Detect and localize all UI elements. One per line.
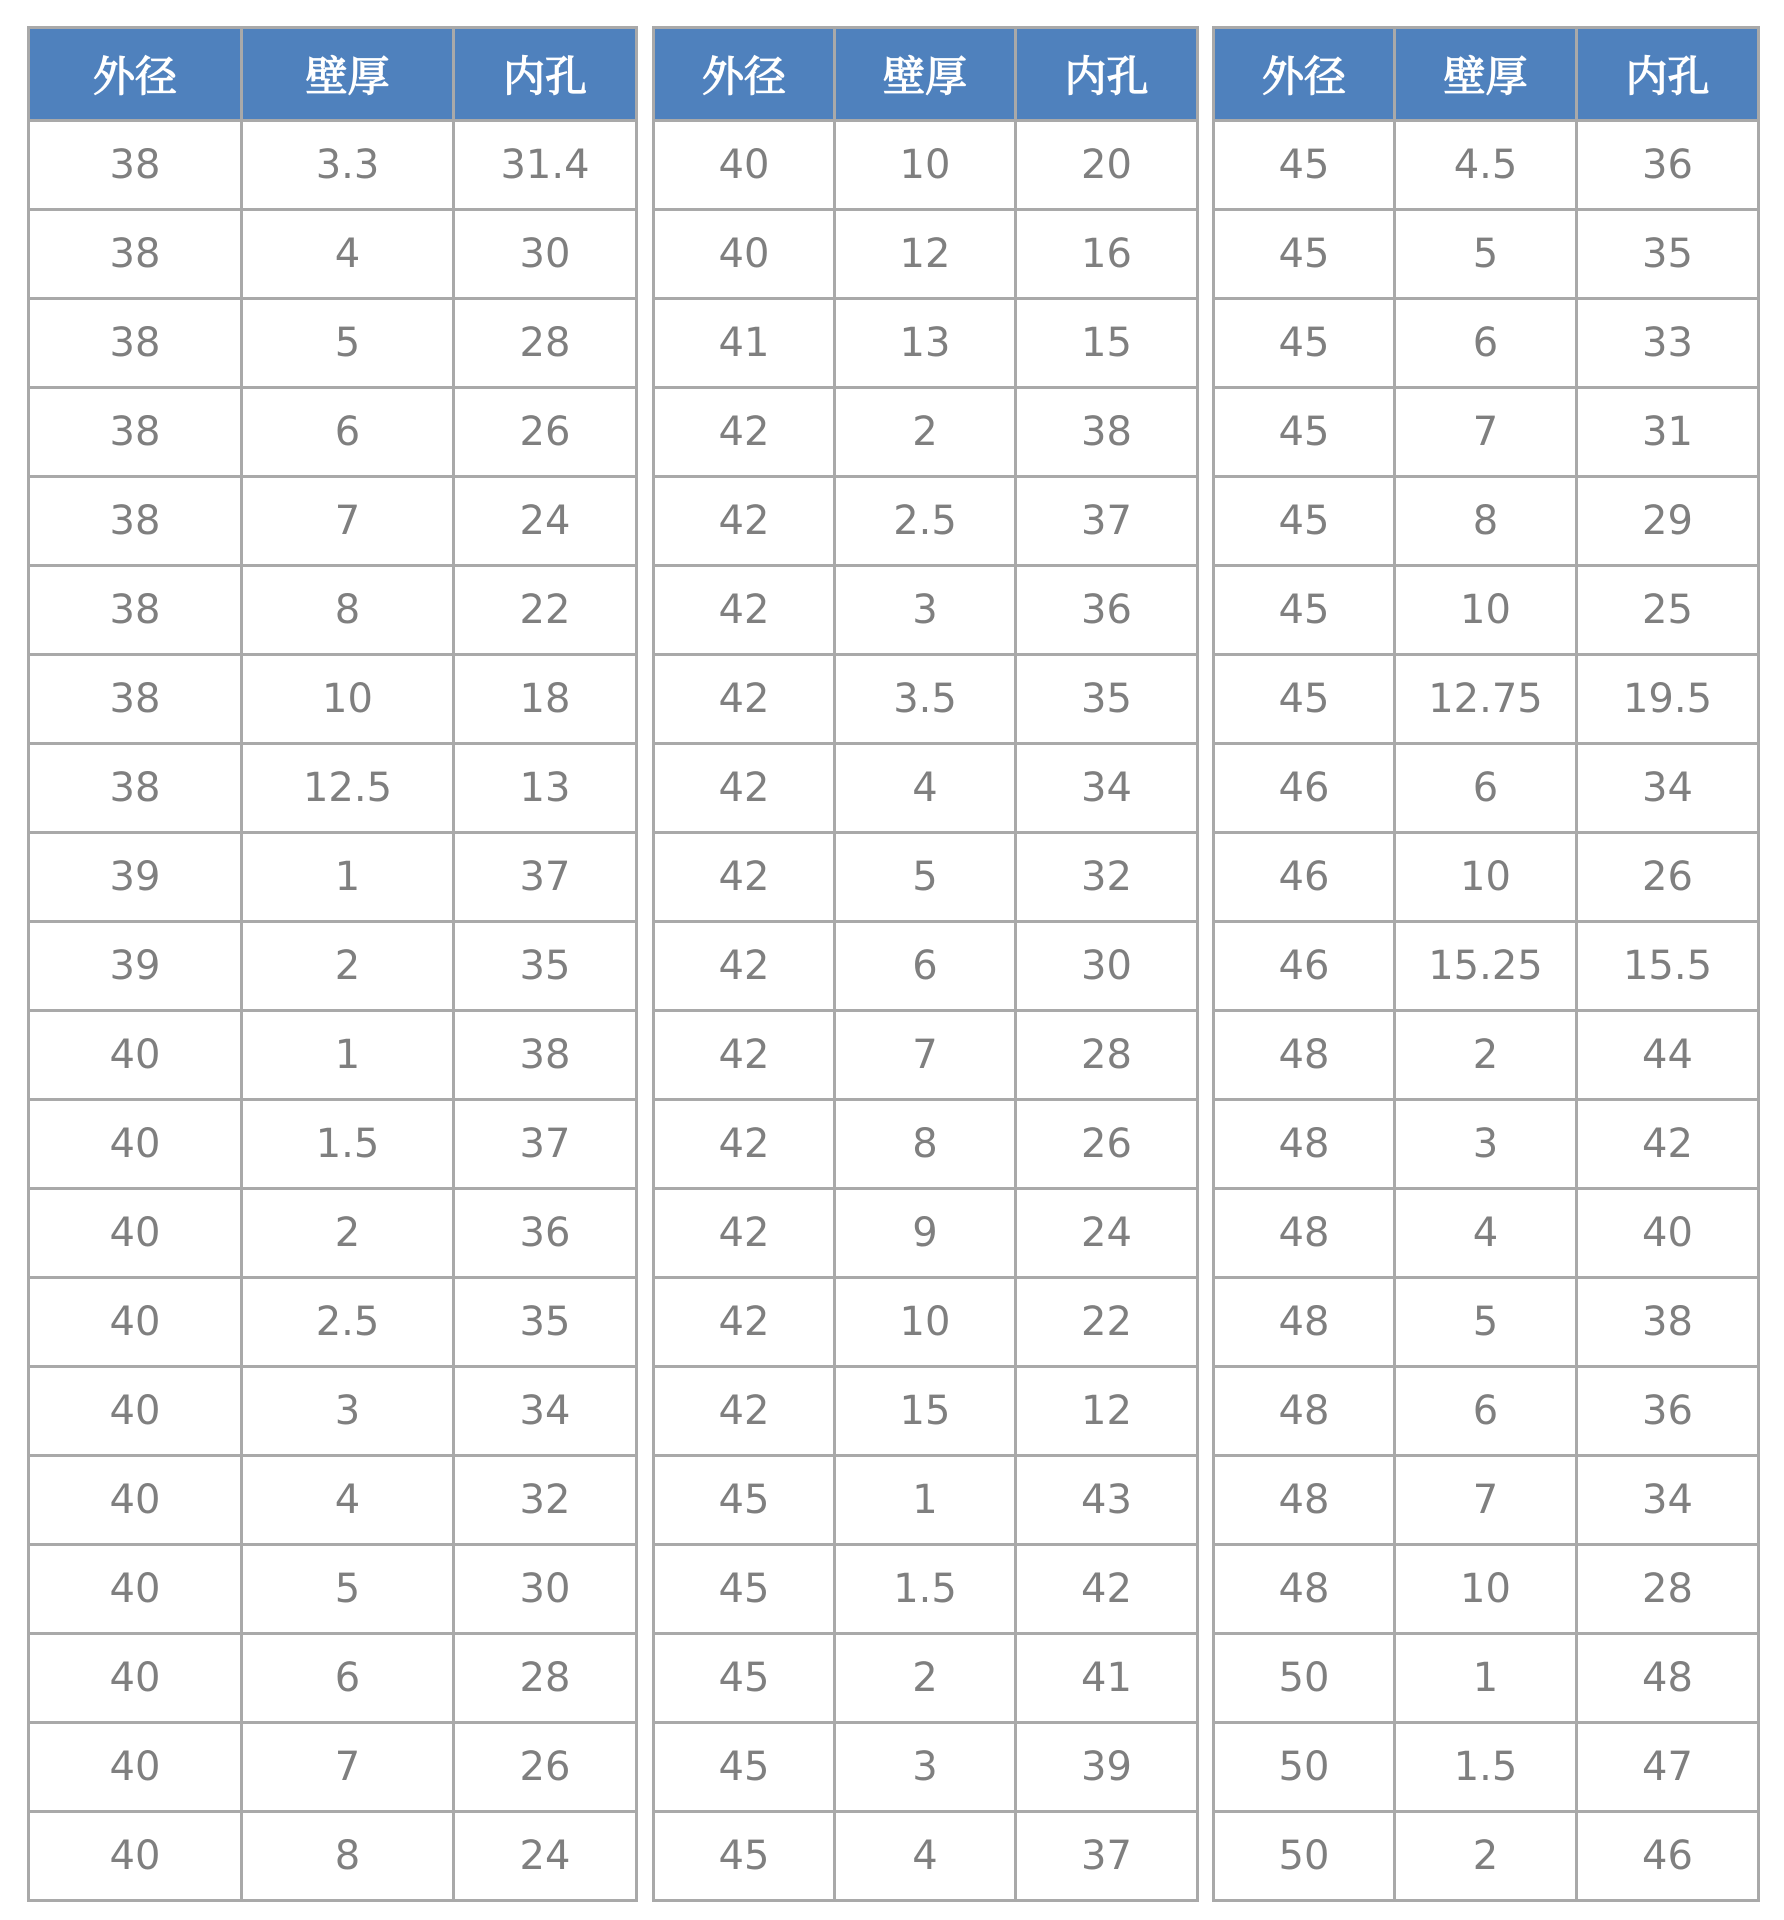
cell-inner-hole: 20 xyxy=(1016,121,1198,210)
spec-table-2 xyxy=(652,26,1199,1902)
table-row xyxy=(654,1723,1198,1812)
cell-wall-thickness: 7 xyxy=(1395,388,1577,477)
cell-outer-diameter: 46 xyxy=(1214,833,1395,922)
table-row xyxy=(654,744,1198,833)
cell-wall-thickness: 10 xyxy=(1395,566,1577,655)
cell-inner-hole: 26 xyxy=(454,1723,637,1812)
cell-inner-hole: 26 xyxy=(1016,1100,1198,1189)
cell-outer-diameter: 45 xyxy=(654,1545,835,1634)
cell-inner-hole: 24 xyxy=(454,477,637,566)
table-row xyxy=(1214,1278,1759,1367)
cell-wall-thickness: 2 xyxy=(835,1634,1016,1723)
cell-wall-thickness: 10 xyxy=(1395,833,1577,922)
cell-outer-diameter: 45 xyxy=(1214,566,1395,655)
table-row xyxy=(29,1278,637,1367)
cell-inner-hole: 35 xyxy=(1016,655,1198,744)
spec-table-3 xyxy=(1212,26,1760,1902)
cell-outer-diameter: 40 xyxy=(29,1723,242,1812)
cell-inner-hole: 41 xyxy=(1016,1634,1198,1723)
header-wall-thickness: 壁厚 xyxy=(1395,28,1577,121)
cell-outer-diameter: 45 xyxy=(654,1456,835,1545)
cell-inner-hole: 18 xyxy=(454,655,637,744)
cell-wall-thickness: 4 xyxy=(835,744,1016,833)
cell-inner-hole: 26 xyxy=(454,388,637,477)
table-row xyxy=(1214,1634,1759,1723)
cell-inner-hole: 36 xyxy=(1577,1367,1759,1456)
table-row xyxy=(654,1189,1198,1278)
cell-inner-hole: 42 xyxy=(1577,1100,1759,1189)
cell-outer-diameter: 50 xyxy=(1214,1634,1395,1723)
cell-inner-hole: 33 xyxy=(1577,299,1759,388)
cell-inner-hole: 32 xyxy=(1016,833,1198,922)
cell-outer-diameter: 45 xyxy=(1214,299,1395,388)
table-row xyxy=(29,210,637,299)
cell-outer-diameter: 39 xyxy=(29,922,242,1011)
cell-wall-thickness: 15.25 xyxy=(1395,922,1577,1011)
cell-wall-thickness: 10 xyxy=(1395,1545,1577,1634)
table-row xyxy=(654,299,1198,388)
cell-wall-thickness: 2 xyxy=(835,388,1016,477)
table-row xyxy=(1214,744,1759,833)
cell-wall-thickness: 8 xyxy=(835,1100,1016,1189)
table-row xyxy=(29,1189,637,1278)
cell-inner-hole: 28 xyxy=(1016,1011,1198,1100)
table-row xyxy=(1214,1367,1759,1456)
cell-outer-diameter: 48 xyxy=(1214,1278,1395,1367)
cell-wall-thickness: 3 xyxy=(1395,1100,1577,1189)
table-row xyxy=(654,1634,1198,1723)
cell-wall-thickness: 1 xyxy=(1395,1634,1577,1723)
cell-outer-diameter: 38 xyxy=(29,744,242,833)
table-row xyxy=(29,655,637,744)
table-header xyxy=(654,28,1198,121)
header-inner-hole: 内孔 xyxy=(454,28,637,121)
table-row xyxy=(654,833,1198,922)
table-row xyxy=(29,299,637,388)
cell-inner-hole: 38 xyxy=(454,1011,637,1100)
cell-wall-thickness: 6 xyxy=(1395,299,1577,388)
cell-wall-thickness: 7 xyxy=(1395,1456,1577,1545)
table-row xyxy=(654,1812,1198,1901)
cell-outer-diameter: 42 xyxy=(654,833,835,922)
table-row xyxy=(29,566,637,655)
table-row xyxy=(1214,566,1759,655)
cell-outer-diameter: 45 xyxy=(1214,121,1395,210)
table-row xyxy=(654,566,1198,655)
cell-inner-hole: 28 xyxy=(454,1634,637,1723)
table-row xyxy=(1214,1011,1759,1100)
header-row xyxy=(1214,28,1759,121)
header-outer-diameter: 外径 xyxy=(1214,28,1395,121)
table-body xyxy=(654,121,1198,1901)
cell-outer-diameter: 42 xyxy=(654,655,835,744)
cell-wall-thickness: 1.5 xyxy=(835,1545,1016,1634)
cell-outer-diameter: 40 xyxy=(29,1189,242,1278)
cell-wall-thickness: 15 xyxy=(835,1367,1016,1456)
header-outer-diameter: 外径 xyxy=(29,28,242,121)
cell-outer-diameter: 48 xyxy=(1214,1545,1395,1634)
cell-outer-diameter: 45 xyxy=(1214,655,1395,744)
cell-wall-thickness: 9 xyxy=(835,1189,1016,1278)
cell-wall-thickness: 3.5 xyxy=(835,655,1016,744)
cell-wall-thickness: 12 xyxy=(835,210,1016,299)
table-row xyxy=(654,388,1198,477)
table-header xyxy=(29,28,637,121)
table-row xyxy=(654,1011,1198,1100)
cell-inner-hole: 43 xyxy=(1016,1456,1198,1545)
cell-outer-diameter: 41 xyxy=(654,299,835,388)
cell-outer-diameter: 40 xyxy=(29,1812,242,1901)
cell-wall-thickness: 6 xyxy=(242,388,454,477)
cell-inner-hole: 34 xyxy=(454,1367,637,1456)
cell-inner-hole: 15 xyxy=(1016,299,1198,388)
cell-wall-thickness: 12.75 xyxy=(1395,655,1577,744)
cell-outer-diameter: 45 xyxy=(1214,210,1395,299)
cell-inner-hole: 35 xyxy=(454,922,637,1011)
header-wall-thickness: 壁厚 xyxy=(835,28,1016,121)
cell-outer-diameter: 42 xyxy=(654,388,835,477)
cell-inner-hole: 28 xyxy=(454,299,637,388)
cell-outer-diameter: 45 xyxy=(654,1723,835,1812)
table-row xyxy=(654,922,1198,1011)
cell-wall-thickness: 6 xyxy=(835,922,1016,1011)
cell-wall-thickness: 2 xyxy=(242,922,454,1011)
cell-outer-diameter: 48 xyxy=(1214,1456,1395,1545)
cell-outer-diameter: 40 xyxy=(29,1634,242,1723)
cell-inner-hole: 31 xyxy=(1577,388,1759,477)
cell-wall-thickness: 4 xyxy=(835,1812,1016,1901)
table-body xyxy=(1214,121,1759,1901)
cell-outer-diameter: 40 xyxy=(654,210,835,299)
table-row xyxy=(29,833,637,922)
cell-wall-thickness: 6 xyxy=(1395,744,1577,833)
cell-outer-diameter: 45 xyxy=(654,1634,835,1723)
cell-outer-diameter: 42 xyxy=(654,477,835,566)
cell-inner-hole: 38 xyxy=(1577,1278,1759,1367)
cell-wall-thickness: 8 xyxy=(1395,477,1577,566)
cell-outer-diameter: 38 xyxy=(29,655,242,744)
table-row xyxy=(1214,1812,1759,1901)
table-row xyxy=(654,477,1198,566)
header-row xyxy=(654,28,1198,121)
header-inner-hole: 内孔 xyxy=(1577,28,1759,121)
table-row xyxy=(654,121,1198,210)
cell-inner-hole: 24 xyxy=(1016,1189,1198,1278)
cell-wall-thickness: 5 xyxy=(1395,1278,1577,1367)
cell-outer-diameter: 48 xyxy=(1214,1367,1395,1456)
cell-inner-hole: 35 xyxy=(454,1278,637,1367)
table-row xyxy=(29,1545,637,1634)
cell-outer-diameter: 48 xyxy=(1214,1100,1395,1189)
cell-outer-diameter: 42 xyxy=(654,744,835,833)
header-outer-diameter: 外径 xyxy=(654,28,835,121)
cell-inner-hole: 19.5 xyxy=(1577,655,1759,744)
cell-outer-diameter: 38 xyxy=(29,477,242,566)
cell-wall-thickness: 2 xyxy=(242,1189,454,1278)
cell-outer-diameter: 40 xyxy=(29,1100,242,1189)
cell-outer-diameter: 48 xyxy=(1214,1189,1395,1278)
cell-outer-diameter: 42 xyxy=(654,1278,835,1367)
table-row xyxy=(654,1367,1198,1456)
cell-outer-diameter: 38 xyxy=(29,388,242,477)
table-row xyxy=(1214,1456,1759,1545)
cell-outer-diameter: 45 xyxy=(654,1812,835,1901)
table-row xyxy=(1214,655,1759,744)
cell-wall-thickness: 10 xyxy=(242,655,454,744)
cell-inner-hole: 38 xyxy=(1016,388,1198,477)
cell-inner-hole: 46 xyxy=(1577,1812,1759,1901)
cell-wall-thickness: 2 xyxy=(1395,1812,1577,1901)
table-row xyxy=(29,1367,637,1456)
cell-outer-diameter: 42 xyxy=(654,1100,835,1189)
cell-outer-diameter: 40 xyxy=(29,1011,242,1100)
table-body xyxy=(29,121,637,1901)
cell-outer-diameter: 46 xyxy=(1214,744,1395,833)
table-row xyxy=(1214,922,1759,1011)
cell-inner-hole: 22 xyxy=(1016,1278,1198,1367)
cell-inner-hole: 30 xyxy=(1016,922,1198,1011)
table-row xyxy=(654,1456,1198,1545)
cell-wall-thickness: 1.5 xyxy=(242,1100,454,1189)
cell-inner-hole: 22 xyxy=(454,566,637,655)
cell-inner-hole: 37 xyxy=(1016,1812,1198,1901)
cell-inner-hole: 13 xyxy=(454,744,637,833)
spec-table-1 xyxy=(27,26,638,1902)
cell-inner-hole: 37 xyxy=(1016,477,1198,566)
cell-wall-thickness: 8 xyxy=(242,1812,454,1901)
cell-wall-thickness: 5 xyxy=(242,299,454,388)
cell-inner-hole: 47 xyxy=(1577,1723,1759,1812)
cell-inner-hole: 37 xyxy=(454,833,637,922)
cell-wall-thickness: 5 xyxy=(242,1545,454,1634)
cell-inner-hole: 44 xyxy=(1577,1011,1759,1100)
cell-outer-diameter: 40 xyxy=(654,121,835,210)
cell-inner-hole: 29 xyxy=(1577,477,1759,566)
cell-inner-hole: 34 xyxy=(1577,744,1759,833)
cell-wall-thickness: 1 xyxy=(835,1456,1016,1545)
cell-inner-hole: 40 xyxy=(1577,1189,1759,1278)
table-row xyxy=(654,1545,1198,1634)
cell-wall-thickness: 7 xyxy=(242,477,454,566)
cell-inner-hole: 12 xyxy=(1016,1367,1198,1456)
header-row xyxy=(29,28,637,121)
cell-inner-hole: 26 xyxy=(1577,833,1759,922)
table-row xyxy=(29,1634,637,1723)
cell-wall-thickness: 3 xyxy=(835,1723,1016,1812)
cell-inner-hole: 34 xyxy=(1577,1456,1759,1545)
cell-wall-thickness: 4 xyxy=(1395,1189,1577,1278)
cell-outer-diameter: 38 xyxy=(29,121,242,210)
cell-outer-diameter: 50 xyxy=(1214,1812,1395,1901)
cell-outer-diameter: 40 xyxy=(29,1278,242,1367)
cell-outer-diameter: 42 xyxy=(654,566,835,655)
cell-outer-diameter: 45 xyxy=(1214,477,1395,566)
table-row xyxy=(29,744,637,833)
cell-outer-diameter: 38 xyxy=(29,299,242,388)
table-row xyxy=(29,1456,637,1545)
table-header xyxy=(1214,28,1759,121)
table-row xyxy=(654,1100,1198,1189)
cell-wall-thickness: 7 xyxy=(242,1723,454,1812)
table-row xyxy=(654,1278,1198,1367)
cell-outer-diameter: 40 xyxy=(29,1367,242,1456)
cell-wall-thickness: 6 xyxy=(1395,1367,1577,1456)
table-row xyxy=(29,1100,637,1189)
cell-inner-hole: 25 xyxy=(1577,566,1759,655)
table-row xyxy=(1214,1723,1759,1812)
cell-outer-diameter: 48 xyxy=(1214,1011,1395,1100)
cell-outer-diameter: 38 xyxy=(29,566,242,655)
cell-inner-hole: 36 xyxy=(1016,566,1198,655)
table-row xyxy=(1214,833,1759,922)
cell-inner-hole: 36 xyxy=(1577,121,1759,210)
table-row xyxy=(1214,121,1759,210)
cell-outer-diameter: 42 xyxy=(654,922,835,1011)
cell-wall-thickness: 3.3 xyxy=(242,121,454,210)
table-row xyxy=(29,477,637,566)
cell-outer-diameter: 45 xyxy=(1214,388,1395,477)
header-inner-hole: 内孔 xyxy=(1016,28,1198,121)
cell-wall-thickness: 3 xyxy=(242,1367,454,1456)
cell-wall-thickness: 2.5 xyxy=(835,477,1016,566)
cell-wall-thickness: 1.5 xyxy=(1395,1723,1577,1812)
cell-inner-hole: 34 xyxy=(1016,744,1198,833)
cell-wall-thickness: 4 xyxy=(242,210,454,299)
cell-inner-hole: 37 xyxy=(454,1100,637,1189)
cell-outer-diameter: 42 xyxy=(654,1189,835,1278)
cell-wall-thickness: 2.5 xyxy=(242,1278,454,1367)
table-row xyxy=(1214,477,1759,566)
cell-wall-thickness: 8 xyxy=(242,566,454,655)
table-row xyxy=(29,1723,637,1812)
cell-inner-hole: 28 xyxy=(1577,1545,1759,1634)
table-row xyxy=(29,922,637,1011)
table-row xyxy=(654,210,1198,299)
table-row xyxy=(1214,1189,1759,1278)
cell-wall-thickness: 5 xyxy=(1395,210,1577,299)
cell-outer-diameter: 50 xyxy=(1214,1723,1395,1812)
cell-outer-diameter: 40 xyxy=(29,1545,242,1634)
cell-inner-hole: 36 xyxy=(454,1189,637,1278)
table-row xyxy=(1214,1545,1759,1634)
cell-inner-hole: 30 xyxy=(454,1545,637,1634)
table-row xyxy=(1214,1100,1759,1189)
cell-inner-hole: 39 xyxy=(1016,1723,1198,1812)
cell-inner-hole: 31.4 xyxy=(454,121,637,210)
cell-outer-diameter: 39 xyxy=(29,833,242,922)
table-row xyxy=(1214,388,1759,477)
cell-wall-thickness: 12.5 xyxy=(242,744,454,833)
cell-wall-thickness: 3 xyxy=(835,566,1016,655)
cell-outer-diameter: 40 xyxy=(29,1456,242,1545)
cell-wall-thickness: 13 xyxy=(835,299,1016,388)
cell-inner-hole: 16 xyxy=(1016,210,1198,299)
cell-outer-diameter: 42 xyxy=(654,1367,835,1456)
cell-wall-thickness: 1 xyxy=(242,1011,454,1100)
table-row xyxy=(1214,299,1759,388)
cell-inner-hole: 30 xyxy=(454,210,637,299)
cell-inner-hole: 42 xyxy=(1016,1545,1198,1634)
table-row xyxy=(1214,210,1759,299)
cell-outer-diameter: 38 xyxy=(29,210,242,299)
table-row xyxy=(29,388,637,477)
cell-inner-hole: 48 xyxy=(1577,1634,1759,1723)
cell-wall-thickness: 2 xyxy=(1395,1011,1577,1100)
cell-wall-thickness: 10 xyxy=(835,1278,1016,1367)
table-row xyxy=(29,121,637,210)
cell-wall-thickness: 4 xyxy=(242,1456,454,1545)
cell-inner-hole: 32 xyxy=(454,1456,637,1545)
cell-inner-hole: 35 xyxy=(1577,210,1759,299)
cell-wall-thickness: 7 xyxy=(835,1011,1016,1100)
cell-wall-thickness: 5 xyxy=(835,833,1016,922)
cell-inner-hole: 15.5 xyxy=(1577,922,1759,1011)
table-row xyxy=(29,1812,637,1901)
cell-outer-diameter: 46 xyxy=(1214,922,1395,1011)
table-row xyxy=(654,655,1198,744)
cell-wall-thickness: 10 xyxy=(835,121,1016,210)
cell-outer-diameter: 42 xyxy=(654,1011,835,1100)
cell-wall-thickness: 1 xyxy=(242,833,454,922)
cell-wall-thickness: 4.5 xyxy=(1395,121,1577,210)
table-row xyxy=(29,1011,637,1100)
header-wall-thickness: 壁厚 xyxy=(242,28,454,121)
cell-wall-thickness: 6 xyxy=(242,1634,454,1723)
cell-inner-hole: 24 xyxy=(454,1812,637,1901)
